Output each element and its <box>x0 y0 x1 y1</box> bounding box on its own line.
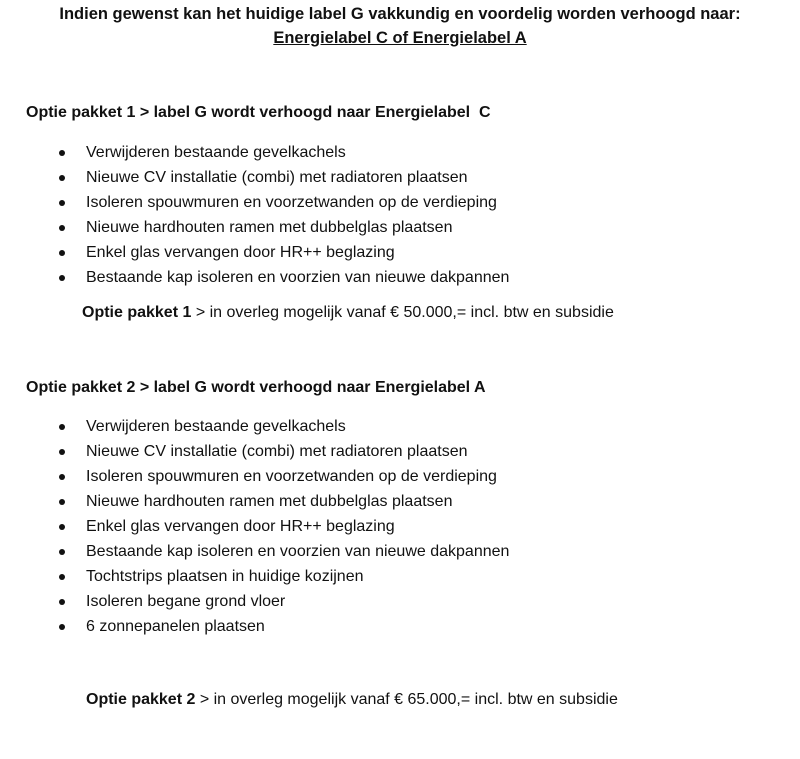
package-1-price-text: > in overleg mogelijk vanaf € 50.000,= incl. btw en subsidie <box>191 304 614 321</box>
list-item <box>0 165 509 190</box>
list-item-text: Bestaande kap isoleren en voorzien van nieuwe dakpannen <box>86 543 510 560</box>
list-item-text: Bestaande kap isoleren en voorzien van nieuwe dakpannen <box>86 269 510 286</box>
bullet-icon <box>59 499 65 505</box>
list-item <box>0 190 509 215</box>
bullet-icon <box>59 449 65 455</box>
list-item <box>0 464 509 489</box>
list-item <box>0 140 509 165</box>
bullet-icon <box>59 150 65 156</box>
list-item <box>0 489 509 514</box>
bullet-icon <box>59 424 65 430</box>
list-item-text: 6 zonnepanelen plaatsen <box>86 618 265 635</box>
bullet-icon <box>59 574 65 580</box>
bullet-icon <box>59 549 65 555</box>
package-1-price-label: Optie pakket 1 <box>82 304 192 321</box>
package-2-list <box>0 414 509 639</box>
package-1-price <box>82 304 614 322</box>
package-2-price <box>86 691 618 709</box>
list-item <box>0 614 509 639</box>
package-2-price-text: > in overleg mogelijk vanaf € 65.000,= incl. btw en subsidie <box>195 691 618 708</box>
list-item-text: Verwijderen bestaande gevelkachels <box>86 144 346 161</box>
list-item <box>0 414 509 439</box>
list-item-text: Enkel glas vervangen door HR++ beglazing <box>86 518 395 535</box>
bullet-icon <box>59 624 65 630</box>
list-item-text: Nieuwe hardhouten ramen met dubbelglas plaatsen <box>86 219 453 236</box>
package-2-price-label: Optie pakket 2 <box>86 691 196 708</box>
package-2-title: Optie pakket 2 > label G wordt verhoogd naar Energielabel A <box>26 379 486 396</box>
bullet-icon <box>59 275 65 281</box>
list-item <box>0 240 509 265</box>
bullet-icon <box>59 250 65 256</box>
list-item <box>0 439 509 464</box>
list-item <box>0 514 509 539</box>
list-item <box>0 539 509 564</box>
list-item-text: Isoleren spouwmuren en voorzetwanden op de verdieping <box>86 194 497 211</box>
package-1-title: Optie pakket 1 > label G wordt verhoogd naar Energielabel C <box>26 104 491 121</box>
list-item-text: Isoleren begane grond vloer <box>86 593 286 610</box>
list-item-text: Enkel glas vervangen door HR++ beglazing <box>86 244 395 261</box>
bullet-icon <box>59 524 65 530</box>
bullet-icon <box>59 474 65 480</box>
bullet-icon <box>59 175 65 181</box>
bullet-icon <box>59 225 65 231</box>
list-item-text: Verwijderen bestaande gevelkachels <box>86 418 346 435</box>
bullet-icon <box>59 200 65 206</box>
list-item-text: Nieuwe CV installatie (combi) met radiatoren plaatsen <box>86 443 468 460</box>
list-item-text: Tochtstrips plaatsen in huidige kozijnen <box>86 568 364 585</box>
list-item <box>0 564 509 589</box>
list-item <box>0 265 509 290</box>
intro-heading: Indien gewenst kan het huidige label G vakkundig en voordelig worden verhoogd naar: <box>59 5 741 23</box>
list-item-text: Nieuwe hardhouten ramen met dubbelglas plaatsen <box>86 493 453 510</box>
package-1-list <box>0 140 509 290</box>
list-item-text: Isoleren spouwmuren en voorzetwanden op de verdieping <box>86 468 497 485</box>
bullet-icon <box>59 599 65 605</box>
intro-subheading: Energielabel C of Energielabel A <box>273 29 527 47</box>
list-item <box>0 589 509 614</box>
list-item <box>0 215 509 240</box>
list-item-text: Nieuwe CV installatie (combi) met radiatoren plaatsen <box>86 169 468 186</box>
